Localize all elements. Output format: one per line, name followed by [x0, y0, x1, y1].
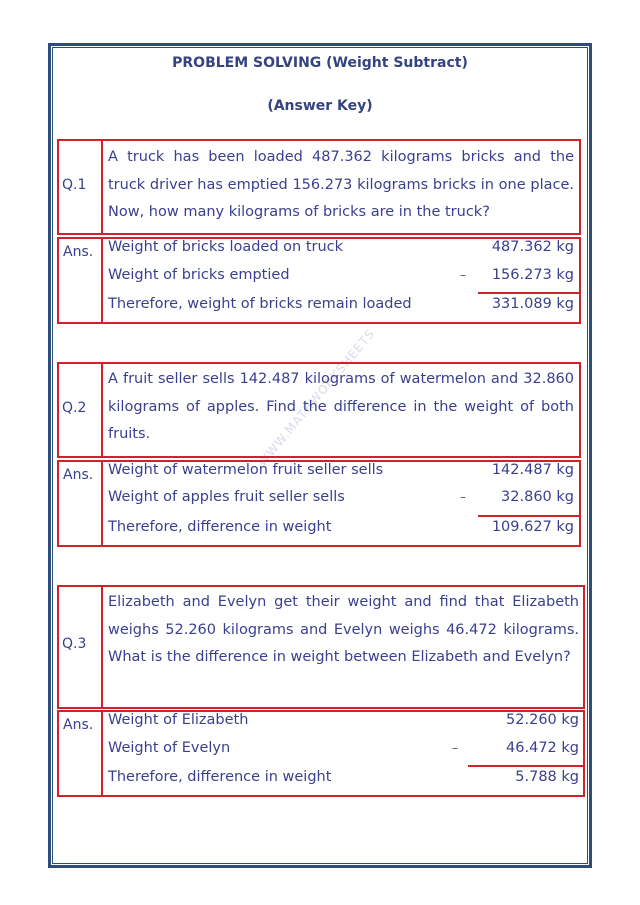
- answer-row-value: 156.273 kg: [491, 267, 574, 283]
- question-text: A truck has been loaded 487.362 kilograms bricks and the truck driver has emptied 156.273 kilograms bricks in one place. Now, how many kilograms of bricks are in the truck?: [108, 149, 574, 220]
- answer-row-value: 487.362 kg: [491, 239, 574, 255]
- answer-row-label: Weight of watermelon fruit seller sells: [108, 462, 384, 478]
- watermark: WWW.MATHWORKSHEETS: [255, 326, 378, 469]
- answer-row-label: Therefore, difference in weight: [108, 769, 332, 785]
- answer-row-label: Weight of bricks emptied: [108, 267, 290, 283]
- question-divider: [101, 585, 103, 709]
- question-text: A fruit seller sells 142.487 kilograms of watermelon and 32.860 kilograms of apples. Find the difference in the weight of both fruits.: [108, 371, 574, 442]
- answer-divider: [101, 460, 103, 547]
- question-divider: [101, 362, 103, 458]
- answer-row-value: 52.260 kg: [506, 712, 579, 728]
- answer-row-label: Weight of bricks loaded on truck: [108, 239, 344, 255]
- question-label: Q.3: [62, 636, 87, 652]
- question-label: Q.2: [62, 400, 87, 416]
- answer-row-value: 32.860 kg: [501, 489, 574, 505]
- answer-divider: [101, 710, 103, 797]
- question-divider: [101, 139, 103, 235]
- question-text: Elizabeth and Evelyn get their weight and find that Elizabeth weighs 52.260 kilograms and Evelyn weighs 46.472 kilograms. What is the difference in weight between Elizabeth and Evelyn?: [108, 594, 579, 665]
- page-title: PROBLEM SOLVING (Weight Subtract): [172, 55, 468, 71]
- answer-row-value: 46.472 kg: [506, 740, 579, 756]
- answer-divider: [101, 237, 103, 324]
- page-subtitle: (Answer Key): [267, 98, 373, 114]
- answer-label: Ans.: [63, 717, 94, 733]
- answer-row-label: Therefore, difference in weight: [108, 519, 332, 535]
- answer-result-value: 5.788 kg: [515, 769, 579, 785]
- answer-result-value: 109.627 kg: [491, 519, 574, 535]
- answer-row-label: Weight of apples fruit seller sells: [108, 489, 345, 505]
- answer-label: Ans.: [63, 244, 94, 260]
- subtraction-underline: [478, 515, 579, 517]
- minus-sign: –: [460, 268, 466, 282]
- minus-sign: –: [452, 741, 458, 755]
- answer-row-value: 142.487 kg: [491, 462, 574, 478]
- answer-label: Ans.: [63, 467, 94, 483]
- subtraction-underline: [468, 765, 583, 767]
- answer-row-label: Weight of Elizabeth: [108, 712, 249, 728]
- answer-row-label: Therefore, weight of bricks remain loaded: [108, 296, 412, 312]
- minus-sign: –: [460, 490, 466, 504]
- subtraction-underline: [478, 292, 579, 294]
- question-label: Q.1: [62, 177, 87, 193]
- answer-result-value: 331.089 kg: [491, 296, 574, 312]
- answer-row-label: Weight of Evelyn: [108, 740, 231, 756]
